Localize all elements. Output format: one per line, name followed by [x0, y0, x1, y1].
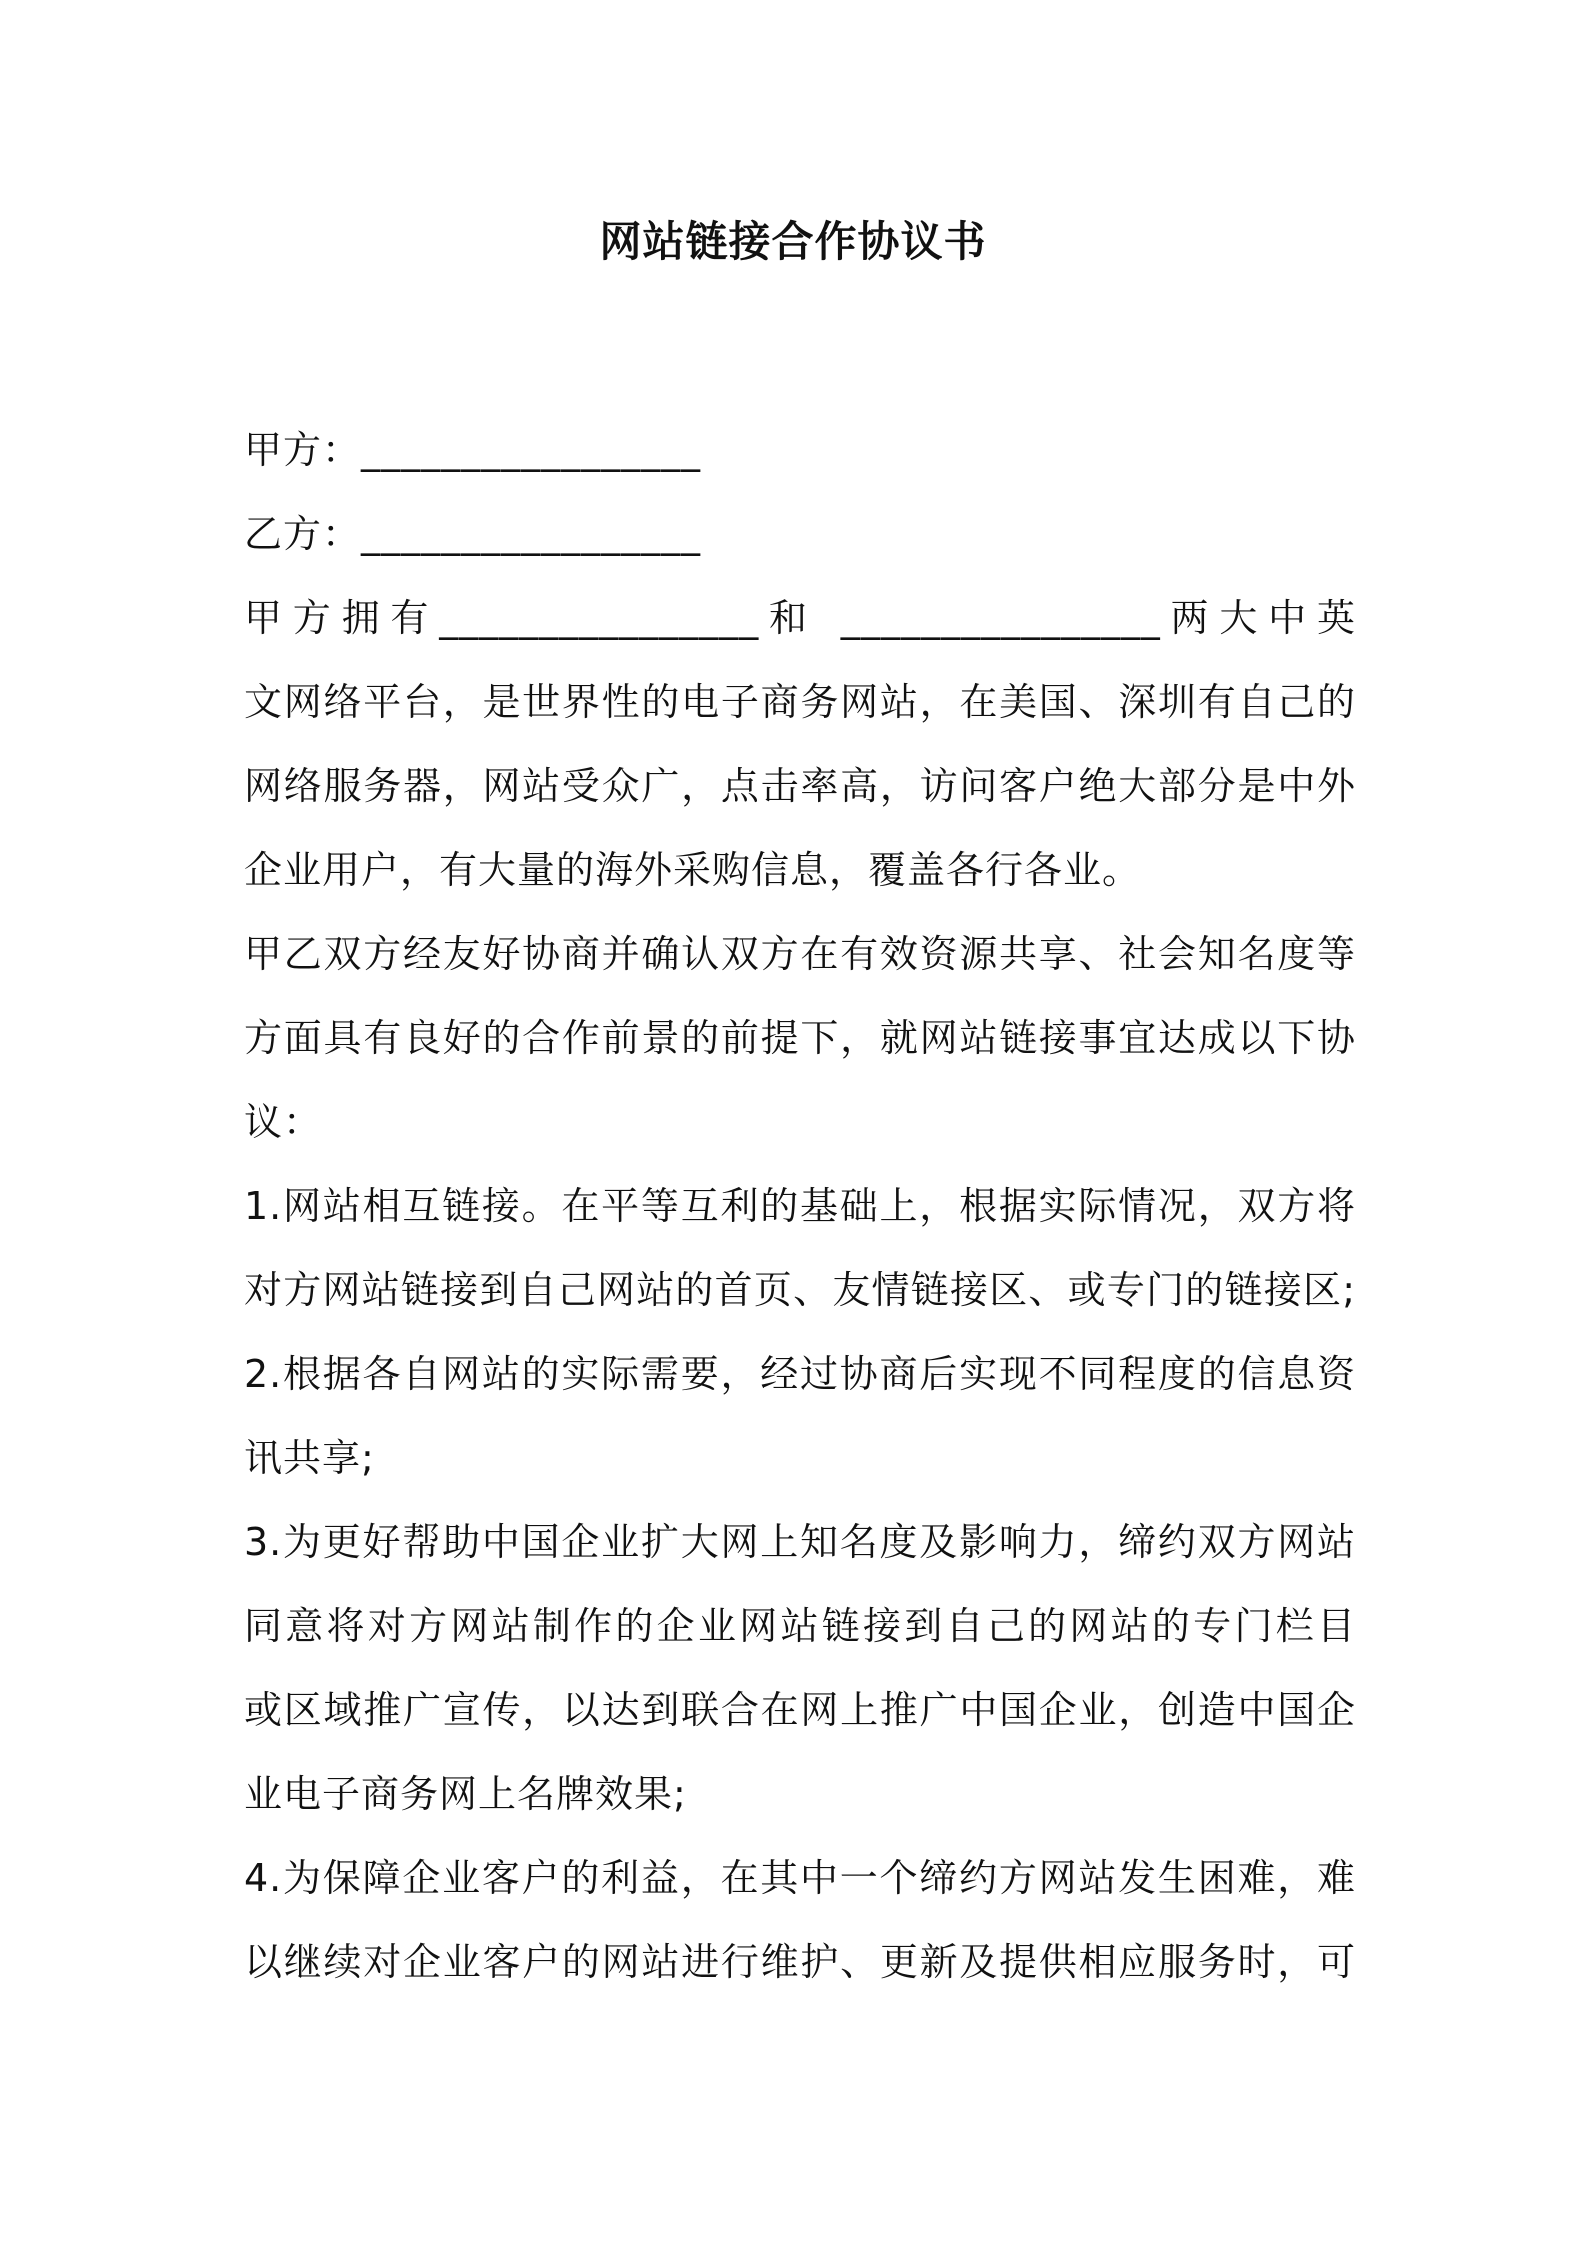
clause-3-line: 或区域推广宣传，以达到联合在网上推广中国企业，创造中国企 [244, 1688, 1356, 1732]
party-b-line: 乙方：_________________ [244, 512, 702, 556]
paragraph-line: 方面具有良好的合作前景的前提下，就网站链接事宜达成以下协 [244, 1016, 1356, 1060]
clause-1-line: 对方网站链接到自己网站的首页、友情链接区、或专门的链接区; [244, 1268, 1356, 1312]
paragraph-line: 甲乙双方经友好协商并确认双方在有效资源共享、社会知名度等 [244, 932, 1356, 976]
paragraph-line: 文网络平台，是世界性的电子商务网站，在美国、深圳有自己的 [244, 680, 1356, 724]
paragraph-line: 甲方拥有________________和 ________________两大中英 [244, 596, 1356, 640]
clause-4-line: 4.为保障企业客户的利益，在其中一个缔约方网站发生困难，难 [244, 1856, 1356, 1900]
clause-1-line: 1.网站相互链接。在平等互利的基础上，根据实际情况，双方将 [244, 1184, 1356, 1228]
paragraph-line: 议： [244, 1100, 323, 1144]
clause-2-line: 讯共享; [244, 1436, 375, 1480]
clause-3-line: 3.为更好帮助中国企业扩大网上知名度及影响力，缔约双方网站 [244, 1520, 1356, 1564]
paragraph-line: 企业用户，有大量的海外采购信息，覆盖各行各业。 [244, 848, 1142, 892]
clause-2-line: 2.根据各自网站的实际需要，经过协商后实现不同程度的信息资 [244, 1352, 1356, 1396]
clause-3-line: 业电子商务网上名牌效果; [244, 1772, 687, 1816]
paragraph-line: 网络服务器，网站受众广，点击率高，访问客户绝大部分是中外 [244, 764, 1356, 808]
document-body [244, 408, 1356, 2004]
clause-4-line: 以继续对企业客户的网站进行维护、更新及提供相应服务时，可 [244, 1940, 1356, 1984]
party-a-line: 甲方：_________________ [244, 428, 702, 472]
document-title: 网站链接合作协议书 [599, 217, 987, 266]
clause-3-line: 同意将对方网站制作的企业网站链接到自己的网站的专门栏目 [244, 1604, 1356, 1648]
